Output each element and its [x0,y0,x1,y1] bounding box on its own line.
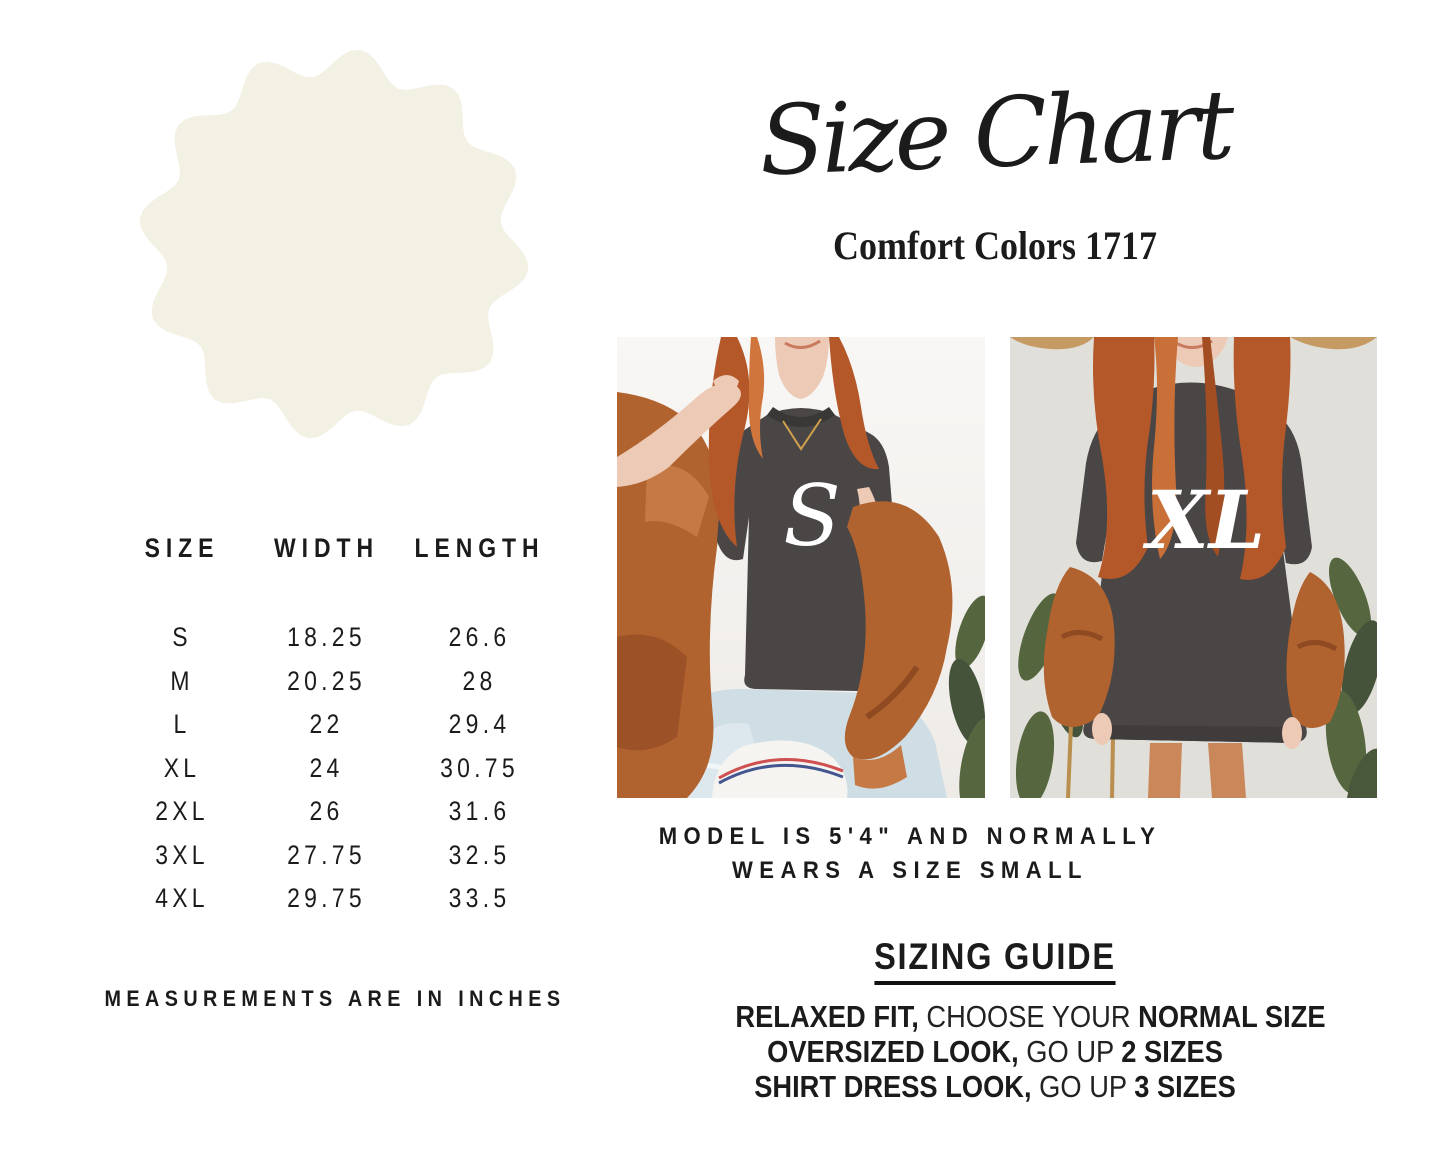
cell-width: 29.75 [287,883,366,913]
cell-length: 30.75 [440,752,519,783]
photo-s-illustration [617,337,985,798]
guide-bold: RELAXED FIT, [735,999,919,1034]
guide-bold: 2 SIZES [1121,1034,1223,1069]
cell-length: 29.4 [448,709,511,739]
guide-regular: GO UP [1026,1034,1114,1069]
cell-width: 18.25 [287,622,366,652]
photo-model-size-s [617,337,985,798]
model-leg [1148,743,1182,798]
model-note [634,820,1186,888]
guide-regular: GO UP [1039,1069,1127,1104]
sizing-guide-line [735,1034,1254,1069]
scalloped-badge [136,46,532,442]
col-header-width: WIDTH [274,533,379,563]
page-subtitle: Comfort Colors 1717 [833,223,1157,268]
cell-size: XL [163,752,201,783]
cell-width: 22 [309,709,344,739]
table-row [114,747,556,791]
sizing-guide [735,936,1326,1104]
table-row [114,660,556,704]
sizing-guide-title: SIZING GUIDE [874,936,1116,985]
cell-width: 24 [309,752,344,783]
size-table [114,533,556,921]
model-note-line2: WEARS A SIZE SMALL [732,857,1088,884]
size-table-body [114,616,556,921]
cell-size: M [170,665,194,696]
table-row [114,834,556,878]
sizing-guide-line [735,999,1326,1034]
sizing-guide-line [735,1069,1254,1104]
cell-size: 3XL [155,839,209,870]
cell-size: 2XL [155,796,209,826]
model-hand [1282,717,1302,749]
size-letter-xl: XL [1146,473,1266,567]
table-row [114,790,556,834]
cell-width: 20.25 [287,665,366,696]
cell-size: S [172,622,192,652]
photo-xl-illustration [1010,337,1377,798]
cell-width: 26 [309,796,344,826]
table-row [114,616,556,660]
guide-bold: 3 SIZES [1134,1069,1236,1104]
scalloped-badge-shape [140,50,529,439]
model-leg [1208,743,1246,798]
measurements-note: MEASUREMENTS ARE IN INCHES [104,986,566,1011]
guide-bold: NORMAL SIZE [1138,999,1326,1034]
cell-size: 4XL [155,883,209,913]
cell-length: 33.5 [448,883,511,913]
size-letter-s: S [783,467,841,565]
col-header-length: LENGTH [414,533,545,563]
table-row [114,877,556,921]
guide-regular: CHOOSE YOUR [926,999,1131,1034]
cardigan-shadow [617,635,687,751]
cell-length: 26.6 [448,622,511,652]
photo-model-size-xl [1010,337,1377,798]
page-title: Size Chart [757,68,1233,198]
table-row [114,703,556,747]
guide-bold: OVERSIZED LOOK, [767,1034,1019,1069]
guide-bold: SHIRT DRESS LOOK, [754,1069,1032,1104]
size-table-header [114,533,556,564]
model-note-line1: MODEL IS 5'4" AND NORMALLY [658,823,1162,850]
cell-width: 27.75 [287,839,366,870]
model-hand [1092,713,1112,745]
cell-size: L [173,709,191,739]
cell-length: 28 [462,665,497,696]
cell-length: 32.5 [448,839,511,870]
cell-length: 31.6 [448,796,511,826]
col-header-size: SIZE [144,533,220,563]
